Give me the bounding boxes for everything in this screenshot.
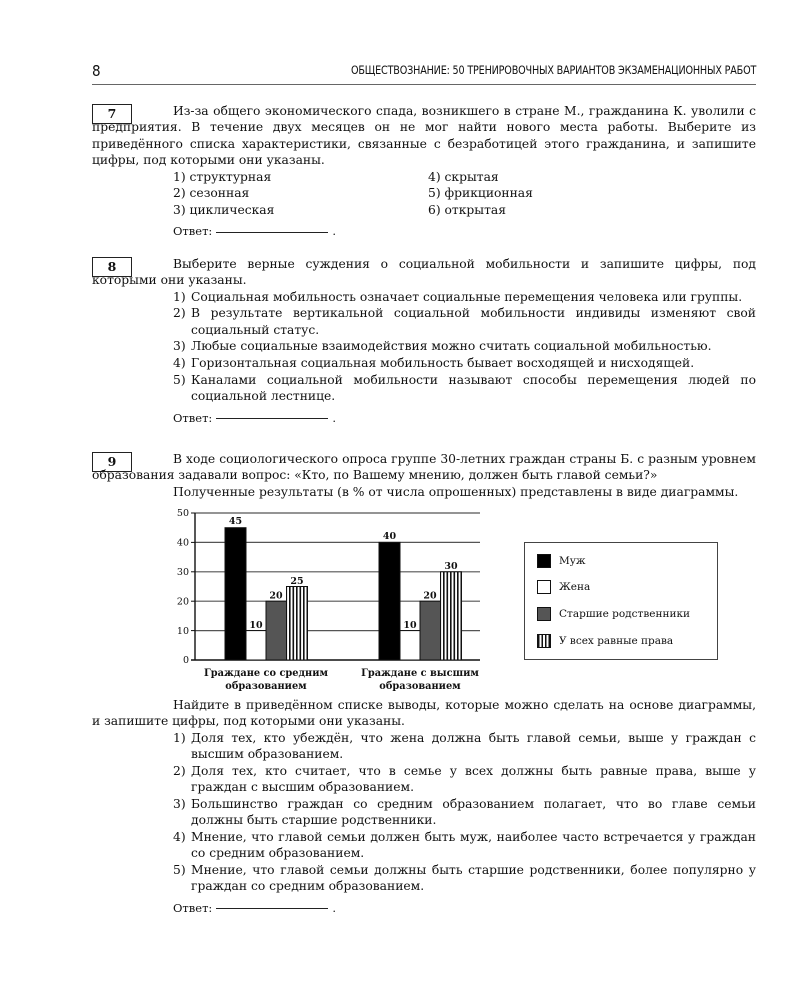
task-text: Из-за общего экономического спада, возникшего в стране М., гражданина К. уволили с предприятия. В течение двух месяцев он не мог найти нового места работы. Выберите из приведённого списка характеристики, связанные с безработицей этого гражданина, и запишите цифры, под которыми они указаны. bbox=[92, 104, 756, 167]
option: 1) структурная bbox=[173, 170, 272, 185]
option: 3) Любые социальные взаимодействия можно считать социальной мобильностью. bbox=[173, 339, 712, 354]
task-text: Выберите верные суждения о социальной мобильности и запишите цифры, под которыми они указаны. bbox=[92, 257, 756, 288]
y-tick-labels bbox=[177, 508, 189, 666]
svg-text:45: 45 bbox=[228, 516, 243, 527]
legend-item-elders: Старшие родственники bbox=[537, 606, 690, 622]
legend-item-wife: Жена bbox=[537, 579, 590, 595]
answer-label: Ответ: bbox=[173, 224, 213, 239]
svg-text:40: 40 bbox=[382, 531, 397, 542]
svg-text:образованием: образованием bbox=[225, 681, 307, 692]
option: 4) Горизонтальная социальная мобильность бывает восходящей и нисходящей. bbox=[173, 356, 695, 371]
answer-label: Ответ: bbox=[173, 410, 213, 425]
svg-text:20: 20 bbox=[269, 590, 283, 602]
category-labels bbox=[204, 668, 479, 692]
option: 2) Доля тех, кто считает, что в семье у всех должны быть равные права, выше у граждан с высшим образованием. bbox=[173, 763, 756, 794]
running-title: ОБЩЕСТВОЗНАНИЕ: 50 ТРЕНИРОВОЧНЫХ ВАРИАНТОВ ЭКЗАМЕНАЦИОННЫХ РАБОТ bbox=[350, 64, 756, 77]
svg-text:30: 30 bbox=[176, 567, 189, 578]
legend-item-equal-rights: У всех равные права bbox=[537, 633, 673, 649]
options-list bbox=[92, 730, 756, 895]
option: 4) скрытая bbox=[428, 170, 499, 185]
svg-text:10: 10 bbox=[249, 620, 263, 631]
task-text: В ходе социологического опроса группе 30-летних граждан страны Б. с разным уровнем образования задавали вопрос: «Кто, по Вашему мнению, должен быть главой семьи?» bbox=[92, 452, 756, 483]
task-text-3: Найдите в приведённом списке выводы, которые можно сделать на основе диаграммы, и запишите цифры, под которыми они указаны. bbox=[92, 698, 756, 729]
page-number: 8 bbox=[92, 62, 101, 80]
bar-chart bbox=[170, 505, 490, 695]
task-body bbox=[92, 697, 756, 916]
answer-field[interactable]: Ответ: . bbox=[173, 410, 336, 425]
svg-text:Граждане с высшим: Граждане с высшим bbox=[361, 668, 479, 679]
answer-label: Ответ: bbox=[173, 900, 213, 915]
page-header bbox=[92, 62, 756, 85]
svg-text:10: 10 bbox=[176, 626, 189, 637]
swatch-gray-icon bbox=[537, 607, 551, 621]
option: 5) фрикционная bbox=[428, 186, 533, 201]
task-body bbox=[92, 256, 756, 426]
option: 1) Доля тех, кто убеждён, что жена должна быть главой семьи, выше у граждан с высшим образованием. bbox=[173, 730, 756, 761]
svg-text:20: 20 bbox=[176, 596, 189, 608]
swatch-black-icon bbox=[537, 554, 551, 568]
option: 3) Большинство граждан со средним образованием полагает, что во главе семьи должны быть старшие родственники. bbox=[173, 796, 756, 828]
task-number: 7 bbox=[92, 104, 132, 124]
svg-text:10: 10 bbox=[403, 620, 417, 631]
option: 6) открытая bbox=[428, 202, 506, 217]
task-number: 8 bbox=[92, 257, 132, 277]
svg-text:образованием: образованием bbox=[379, 681, 461, 692]
bar-group-secondary-education bbox=[225, 528, 308, 660]
task-text-2: Полученные результаты (в % от числа опрошенных) представлены в виде диаграммы. bbox=[173, 484, 739, 499]
option: 2) В результате вертикальной социальной мобильности индивиды изменяют свой социальный статус. bbox=[173, 306, 756, 337]
option: 1) Социальная мобильность означает социальные перемещения человека или группы. bbox=[173, 289, 743, 304]
option: 5) Каналами социальной мобильности называют способы перемещения людей по социальной лестнице. bbox=[173, 373, 756, 404]
swatch-white-icon bbox=[537, 580, 551, 594]
answer-field[interactable]: Ответ: . bbox=[173, 900, 336, 915]
svg-text:20: 20 bbox=[423, 590, 437, 602]
svg-text:50: 50 bbox=[176, 508, 189, 519]
task-number: 9 bbox=[92, 452, 132, 472]
option: 2) сезонная bbox=[173, 186, 250, 201]
answer-line[interactable] bbox=[216, 908, 328, 909]
swatch-striped-icon bbox=[537, 634, 551, 648]
chart-legend bbox=[524, 542, 718, 660]
answer-field[interactable]: Ответ: . bbox=[173, 224, 336, 239]
options-list bbox=[92, 289, 756, 405]
task-body bbox=[92, 103, 756, 239]
svg-text:30: 30 bbox=[444, 561, 458, 572]
option: 5) Мнение, что главой семьи должны быть старшие родственники, более популярно у граждан со средним образованием. bbox=[173, 862, 756, 894]
svg-text:Граждане со средним: Граждане со средним bbox=[204, 668, 328, 679]
option: 3) циклическая bbox=[173, 202, 275, 217]
task-body bbox=[92, 451, 756, 500]
svg-text:40: 40 bbox=[176, 537, 189, 549]
svg-text:25: 25 bbox=[290, 576, 304, 587]
legend-item-husband: Муж bbox=[537, 553, 586, 569]
options-list bbox=[173, 169, 756, 218]
answer-line[interactable] bbox=[216, 232, 328, 233]
option: 4) Мнение, что главой семьи должен быть муж, наиболее часто встречается у граждан со средним образованием. bbox=[173, 829, 756, 861]
svg-text:0: 0 bbox=[182, 655, 189, 666]
answer-line[interactable] bbox=[216, 418, 328, 419]
